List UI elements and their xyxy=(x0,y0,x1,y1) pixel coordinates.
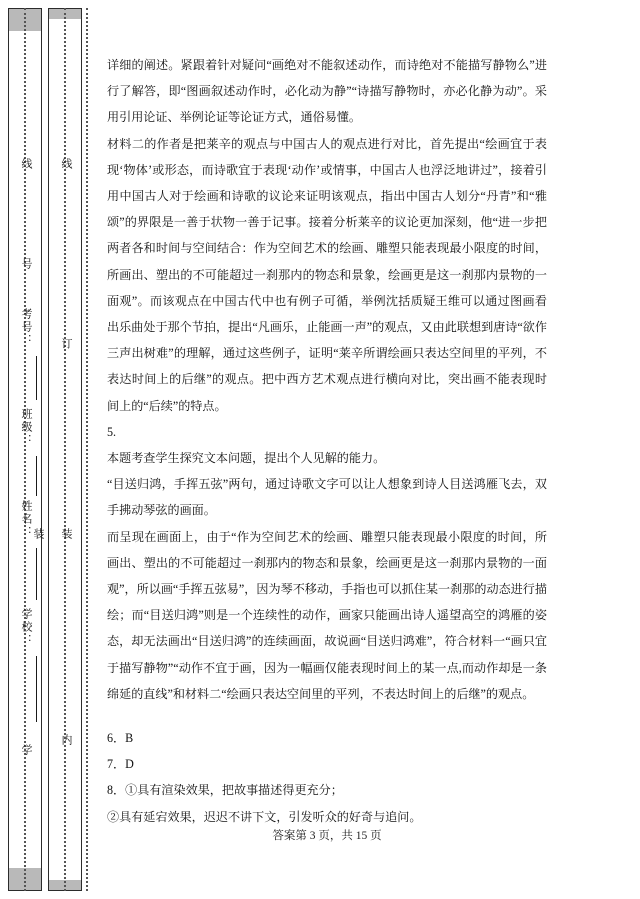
seal-char-study: 学 xyxy=(20,744,32,757)
field-school-rule[interactable] xyxy=(36,656,37,722)
answer-7: 7．D xyxy=(107,757,134,772)
answer-6: 6．B xyxy=(107,731,134,746)
perforation-dots-right xyxy=(86,8,91,891)
field-name-rule[interactable] xyxy=(36,548,37,600)
margin-rule-outer-left xyxy=(8,8,9,891)
seal-char-staple: 订 xyxy=(60,338,72,351)
field-exam-number-rule[interactable] xyxy=(36,356,37,400)
answer-8-item-1: 8．①具有渲染效果，把故事描述得更充分； xyxy=(107,783,343,798)
field-class-label: 班级： xyxy=(20,408,32,447)
field-class-rule[interactable] xyxy=(36,456,37,496)
margin-rule-outer-right xyxy=(48,8,49,891)
perforation-dots-left xyxy=(24,8,29,891)
margin-rule-inner-left xyxy=(41,8,42,891)
answer-8-item-2: ②具有延宕效果，迟迟不讲下文，引发听众的好奇与追问。 xyxy=(107,809,422,824)
paragraph-5: 而呈现在画面上，由于“作为空间艺术的绘画、雕塑只能表现最小限度的时间，所画出、塑出的不可能超过一刹那内的物态和景象，绘画更是这一刹那内景物的一面观”，所以画“手挥五弦易”，因为琴不移动，手指也可以抓住某一刹那的动态进行描绘；而“目送归鸿”则是一个连续性的动作，画家只能画出诗人遥望高空的鸿雁的姿态，却无法画出“目送归鸿”的连续画面，故说画“目送归鸿难”，符合材料一“画只宜于描写静物”“动作不宜于画，因为一幅画仅能表现时间上的某一点,而动作却是一条绵延的直线”和材料二“绘画只表达空间里的平列，不表达时间上的后继”的观点。 xyxy=(107,529,547,701)
paragraph-spacer xyxy=(107,707,547,721)
answer-body xyxy=(107,52,547,830)
seal-label-left: 装 xyxy=(32,528,44,541)
question-number-5: 5. xyxy=(107,424,117,439)
seal-char-number: 号 xyxy=(20,258,32,271)
paragraph-3: 本题考查学生探究文本问题，提出个人见解的能力。 xyxy=(107,451,386,466)
seal-char-line-right: 线 xyxy=(60,158,72,171)
paragraph-2: 材料二的作者是把莱辛的观点与中国古人的观点进行对比，首先提出“绘画宜于表现‘物体’或形态，而诗歌宜于表现‘动作’或情事，中国古人也浮泛地讲过”，接着引用中国古人对于绘画和诗歌的议论来证明该观点，指出中国古人划分“丹青”和“雅颂”的界限是一善于状物一善于记事。接着分析莱辛的议论更加深刻，他“进一步把两者各和时间与空间结合：作为空间艺术的绘画、雕塑只能表现最小限度的时间，所画出、塑出的不可能超过一刹那内的物态和景象，绘画更是这一刹那内景物的一面观”。而该观点在中国古代中也有例子可循，举例沈括质疑王维可以通过图画看出乐曲处于那个节拍，提出“凡画乐，止能画一声”的观点，又由此联想到唐诗“欲作三声出树难”的理解，通过这些例子，证明“莱辛所谓绘画只表达空间里的平列，不表达时间上的后继”的观点。把中西方艺术观点进行横向对比，突出画不能表现时间上的“后续”的特点。 xyxy=(107,136,547,413)
seal-char-bind: 装 xyxy=(60,528,72,541)
page-footer: 答案第 3 页，共 15 页 xyxy=(272,830,382,842)
seal-char-inner: 内 xyxy=(60,734,72,747)
seal-char-line-left: 线 xyxy=(20,158,32,171)
margin-rule-inner-right xyxy=(81,8,82,891)
field-name-label: 姓名： xyxy=(20,500,32,539)
perforation-dots-middle xyxy=(64,8,69,891)
paragraph-4: “目送归鸿，手挥五弦”两句，通过诗歌文字可以让人想象到诗人目送鸿雁飞去，双手拂动琴弦的画面。 xyxy=(107,477,547,518)
field-exam-number-label: 考号： xyxy=(20,308,32,347)
paragraph-1: 详细的阐述。紧跟着针对疑问“画绝对不能叙述动作，而诗绝对不能描写静物么”进行了解答，即“图画叙述动作时，必化动为静”“诗描写静物时，亦必化静为动”。采用引用论证、举例论证等论证方式，通俗易懂。 xyxy=(107,58,547,125)
field-school-label: 学校： xyxy=(20,608,32,647)
seal-line-margin xyxy=(8,8,88,891)
